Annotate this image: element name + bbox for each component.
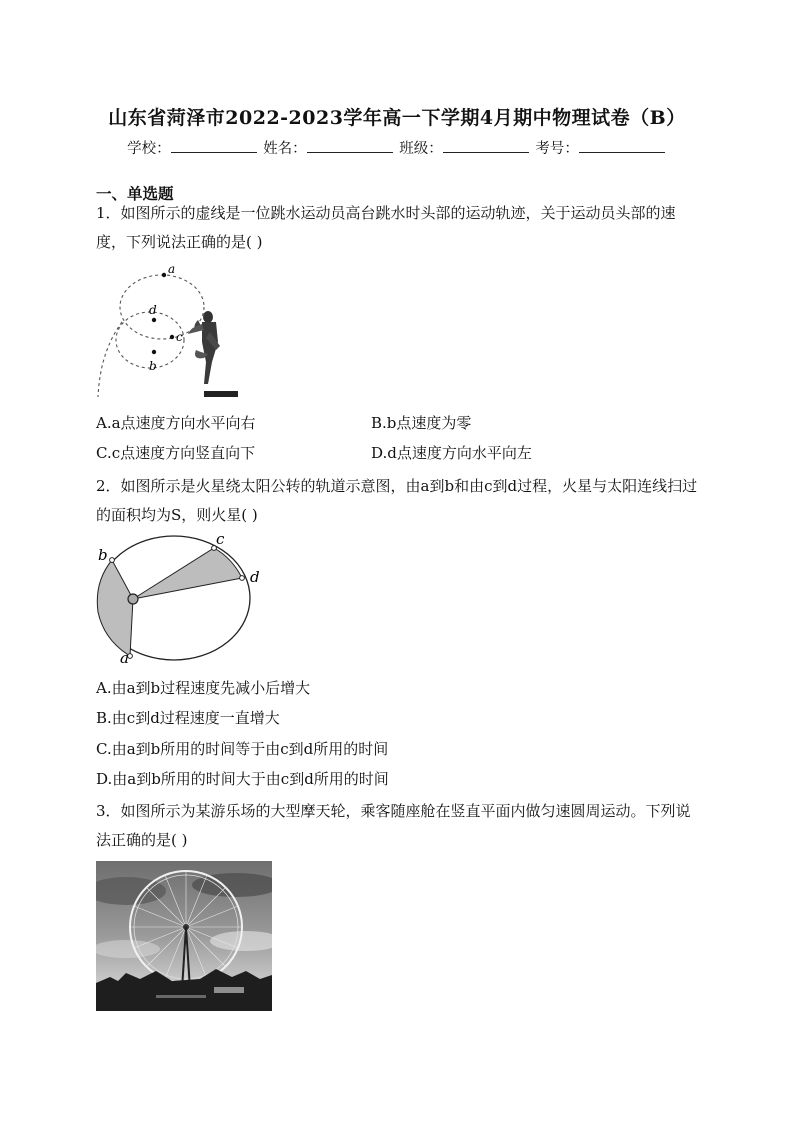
student-info-line (0, 137, 794, 158)
section-heading: 一、单选题 (96, 184, 174, 203)
q1-option-b[interactable]: B.b点速度为零 (371, 414, 472, 432)
label-b: b (149, 359, 157, 373)
point-b (110, 558, 115, 563)
label-a: a (168, 262, 176, 276)
label-d: d (149, 303, 157, 317)
name-blank[interactable] (307, 138, 393, 153)
question-3-text: 3．如图所示为某游乐场的大型摩天轮，乘客随座舱在竖直平面内做匀速圆周运动。下列说法正确的是( ) (96, 802, 691, 849)
point-b (152, 350, 156, 354)
label-d: d (250, 568, 260, 586)
sector-a-b (97, 560, 133, 656)
q2-option-c[interactable]: C.由a到b所用的时间等于由c到d所用的时间 (96, 740, 389, 758)
sun-icon (128, 594, 138, 604)
ferris-wheel-photo (96, 861, 272, 1011)
question-2-text: 2．如图所示是火星绕太阳公转的轨道示意图，由a到b和由c到d过程，火星与太阳连线扫过的面积均为S，则火星( ) (96, 477, 698, 524)
q2-option-d[interactable]: D.由a到b所用的时间大于由c到d所用的时间 (96, 770, 389, 788)
point-d (240, 576, 245, 581)
school-blank[interactable] (171, 138, 257, 153)
question-1-text: 1．如图所示的虚线是一位跳水运动员高台跳水时头部的运动轨迹，关于运动员头部的速度，下列说法正确的是( ) (96, 204, 676, 251)
point-d (152, 318, 156, 322)
point-c (170, 335, 174, 339)
class-label: 班级： (399, 141, 443, 157)
mars-orbit-figure (92, 532, 272, 672)
label-a: a (120, 649, 129, 667)
class-blank[interactable] (443, 138, 529, 153)
diver-trajectory-figure (92, 262, 252, 402)
point-a (162, 273, 166, 277)
q2-option-a[interactable]: A.由a到b过程速度先减小后增大 (96, 679, 311, 697)
diver-icon (188, 311, 220, 384)
trajectory-tail (98, 322, 122, 397)
school-label: 学校： (127, 141, 171, 157)
name-label: 姓名： (263, 141, 307, 157)
sector-c-d (133, 548, 242, 599)
diving-platform (204, 391, 238, 397)
q1-option-c[interactable]: C.c点速度方向竖直向下 (96, 444, 256, 462)
label-c: c (176, 330, 183, 344)
q2-option-b[interactable]: B.由c到d过程速度一直增大 (96, 709, 280, 727)
exam-number-blank[interactable] (579, 138, 665, 153)
label-c: c (216, 532, 225, 548)
label-b: b (98, 546, 108, 564)
exam-number-label: 考号： (535, 141, 579, 157)
q1-option-d[interactable]: D.d点速度方向水平向左 (371, 444, 532, 462)
q1-option-a[interactable]: A.a点速度方向水平向右 (96, 414, 256, 432)
page-title: 山东省菏泽市2022-2023学年高一下学期4月期中物理试卷（B） (108, 107, 686, 129)
